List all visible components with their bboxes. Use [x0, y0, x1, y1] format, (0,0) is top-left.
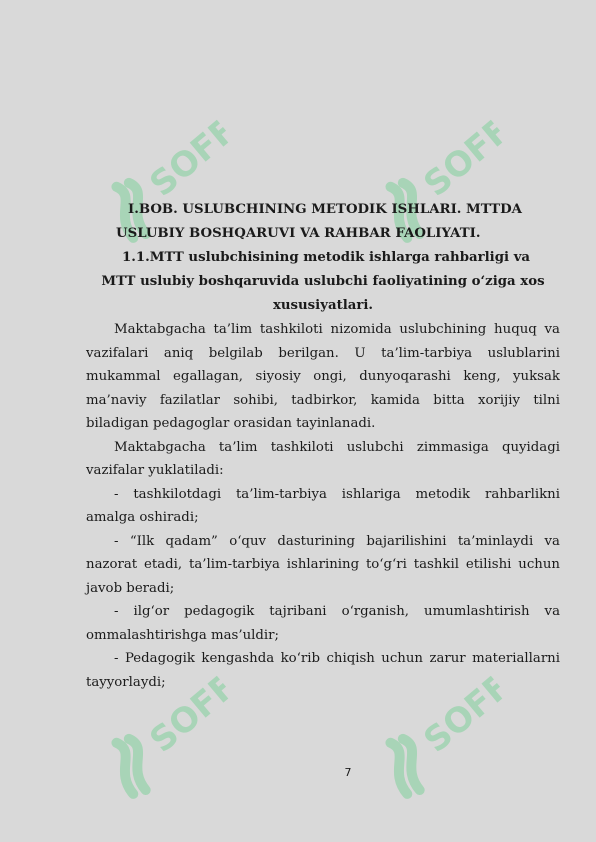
chapter-heading-line: USLUBIY BOSHQARUVI VA RAHBAR FAOLIYATI. — [116, 226, 481, 241]
paragraph: Maktabgacha ta’lim tashkiloti nizomida uslubchining huquq va vazifalari aniq belgilab berilgan. U ta’lim-tarbiya uslublarini mukammal egallagan, siyosiy ongi, dunyoqarashi keng, yuksak ma’naviy fazilatlar sohibi, tadbirkor, kamida bitta xorijiy tilni biladigan pedagoglar orasidan tayinlanadi. — [86, 322, 560, 431]
section-heading-line: xususiyatlari. — [272, 298, 374, 313]
section-heading-line: 1.1.MTT uslubchisining metodik ishlarga rahbarligi va — [122, 250, 531, 265]
page-number: 7 — [344, 766, 352, 779]
svg-text:SOFF: SOFF — [142, 109, 245, 205]
section-heading — [86, 246, 560, 318]
list-item: - “Ilk qadam” o‘quv dasturining bajarilishini ta’minlaydi va nazorat etadi, ta’lim-tarbiya ishlarining to‘g‘ri tashkil etilishi uchun javob beradi; — [86, 533, 560, 596]
list-item: - ilg‘or pedagogik tajribani o‘rganish, umumlashtirish va ommalashtirishga mas’uldir; — [86, 604, 560, 643]
document-body — [86, 198, 560, 694]
svg-text:SOFF: SOFF — [416, 665, 519, 761]
list-item: - tashkilotdagi ta’lim-tarbiya ishlariga metodik rahbarlikni amalga oshiradi; — [86, 486, 560, 525]
section-heading-line: MTT uslubiy boshqaruvida uslubchi faoliyatining o‘ziga xos — [101, 274, 545, 289]
svg-text:SOFF: SOFF — [142, 665, 245, 761]
svg-text:SOFF: SOFF — [416, 109, 519, 205]
chapter-heading — [86, 198, 560, 246]
paragraph: Maktabgacha ta’lim tashkiloti uslubchi zimmasiga quyidagi vazifalar yuklatiladi: — [86, 439, 560, 478]
chapter-heading-line: I.BOB. USLUBCHINING METODIK ISHLARI. MTTDA — [128, 202, 522, 217]
list-item: - Pedagogik kengashda ko‘rib chiqish uchun zarur materiallarni tayyorlaydi; — [86, 651, 560, 690]
